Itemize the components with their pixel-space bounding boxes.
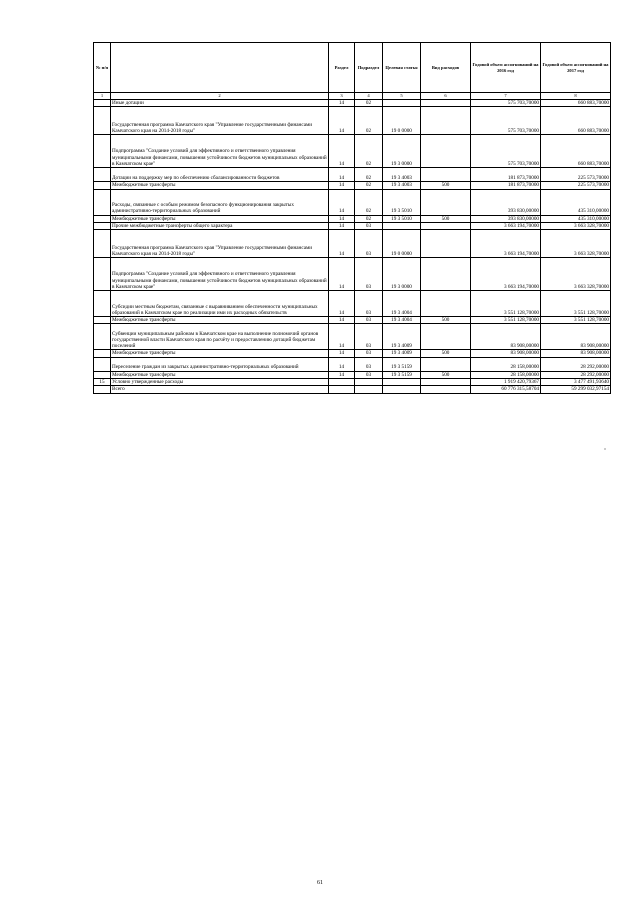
row-target-article: 19 3 0000 xyxy=(383,135,421,168)
row-num xyxy=(94,291,111,317)
row-volume-2017: 28 292,00000 xyxy=(541,357,611,371)
row-target-article: 19 3 4009 xyxy=(383,324,421,350)
table-row xyxy=(94,386,611,393)
row-expense-type xyxy=(421,189,471,215)
row-razdel: 14 xyxy=(329,371,355,378)
row-num xyxy=(94,182,111,189)
row-target-article: 19 3 4004 xyxy=(383,291,421,317)
row-name: Переселение граждан из закрытых административно-территориальных образований xyxy=(111,357,329,371)
row-expense-type xyxy=(421,379,471,386)
row-target-article xyxy=(383,379,421,386)
row-name: Государственная программа Камчатского края "Управление государственными финансами Камчатского края на 2014-2018 годы" xyxy=(111,107,329,135)
row-podrazdel: 03 xyxy=(355,222,383,229)
row-volume-2017: 3 663 328,70000 xyxy=(541,222,611,229)
table-header-row xyxy=(94,43,611,93)
row-volume-2016: 3 551 128,70000 xyxy=(471,291,541,317)
row-expense-type: 500 xyxy=(421,350,471,357)
table-row xyxy=(94,291,611,317)
row-volume-2017: 435 310,00000 xyxy=(541,215,611,222)
row-num xyxy=(94,324,111,350)
row-volume-2017: 3 551 128,70000 xyxy=(541,317,611,324)
row-expense-type: 500 xyxy=(421,182,471,189)
header-volume-2017: Годовой объем ассигнований на 2017 год xyxy=(541,43,611,93)
row-target-article xyxy=(383,222,421,229)
row-expense-type xyxy=(421,135,471,168)
row-name: Межбюджетные трансферты xyxy=(111,215,329,222)
row-volume-2016: 3 663 194,70000 xyxy=(471,258,541,291)
table-row xyxy=(94,168,611,182)
header-expense-type: Вид расходов xyxy=(421,43,471,93)
row-razdel xyxy=(329,386,355,393)
row-num xyxy=(94,258,111,291)
row-razdel: 14 xyxy=(329,222,355,229)
row-podrazdel: 02 xyxy=(355,215,383,222)
table-row xyxy=(94,324,611,350)
row-target-article xyxy=(383,100,421,107)
row-podrazdel: 03 xyxy=(355,291,383,317)
row-target-article: 19 3 4009 xyxy=(383,350,421,357)
column-number: 7 xyxy=(471,93,541,100)
row-volume-2017: 28 292,00000 xyxy=(541,371,611,378)
row-podrazdel: 03 xyxy=(355,230,383,258)
row-name: Межбюджетные трансферты xyxy=(111,182,329,189)
column-number: 1 xyxy=(94,93,111,100)
header-target-article: Целевая статья xyxy=(383,43,421,93)
row-volume-2016: 3 663 194,70000 xyxy=(471,230,541,258)
row-name: Иные дотации xyxy=(111,100,329,107)
row-razdel: 14 xyxy=(329,350,355,357)
row-target-article: 19 3 5010 xyxy=(383,189,421,215)
row-volume-2016: 83 908,00000 xyxy=(471,324,541,350)
row-podrazdel: 02 xyxy=(355,100,383,107)
row-volume-2016: 3 663 194,70000 xyxy=(471,222,541,229)
row-razdel: 14 xyxy=(329,135,355,168)
table-row xyxy=(94,215,611,222)
row-razdel: 14 xyxy=(329,100,355,107)
table-row xyxy=(94,357,611,371)
row-num xyxy=(94,357,111,371)
row-num xyxy=(94,350,111,357)
row-volume-2017: 3 551 128,70000 xyxy=(541,291,611,317)
row-volume-2017: 83 908,00000 xyxy=(541,350,611,357)
row-podrazdel: 03 xyxy=(355,371,383,378)
row-target-article: 19 3 5010 xyxy=(383,215,421,222)
row-num: 15 xyxy=(94,379,111,386)
row-target-article: 19 3 5159 xyxy=(383,357,421,371)
row-name: Межбюджетные трансферты xyxy=(111,371,329,378)
row-volume-2017: 3 477 491,93640 xyxy=(541,379,611,386)
row-expense-type xyxy=(421,100,471,107)
row-volume-2017: 83 908,00000 xyxy=(541,324,611,350)
row-num xyxy=(94,386,111,393)
row-name: Условно утвержденные расходы xyxy=(111,379,329,386)
header-razdel: Раздел xyxy=(329,43,355,93)
row-razdel: 14 xyxy=(329,324,355,350)
row-target-article: 19 3 4003 xyxy=(383,182,421,189)
row-expense-type xyxy=(421,258,471,291)
row-volume-2016: 575 703,70000 xyxy=(471,100,541,107)
row-num xyxy=(94,371,111,378)
table-row xyxy=(94,350,611,357)
row-podrazdel: 02 xyxy=(355,107,383,135)
row-expense-type xyxy=(421,324,471,350)
row-expense-type xyxy=(421,230,471,258)
row-volume-2017: 660 883,70000 xyxy=(541,107,611,135)
row-num xyxy=(94,222,111,229)
row-num xyxy=(94,230,111,258)
row-volume-2016: 1 919 420,79367 xyxy=(471,379,541,386)
row-num xyxy=(94,100,111,107)
row-expense-type xyxy=(421,168,471,182)
row-razdel xyxy=(329,379,355,386)
table-row xyxy=(94,371,611,378)
row-expense-type xyxy=(421,357,471,371)
row-expense-type: 500 xyxy=(421,317,471,324)
row-volume-2016: 28 158,00000 xyxy=(471,357,541,371)
row-volume-2017: 660 883,70000 xyxy=(541,100,611,107)
table-row xyxy=(94,100,611,107)
page-number: 61 xyxy=(317,880,323,886)
row-num xyxy=(94,135,111,168)
column-number: 2 xyxy=(111,93,329,100)
header-num: № п/п xyxy=(94,43,111,93)
row-razdel: 14 xyxy=(329,230,355,258)
row-name: Межбюджетные трансферты xyxy=(111,350,329,357)
row-volume-2017: 435 310,00000 xyxy=(541,189,611,215)
row-volume-2016: 181 873,70000 xyxy=(471,182,541,189)
row-target-article: 19 0 0000 xyxy=(383,230,421,258)
row-podrazdel: 03 xyxy=(355,357,383,371)
row-volume-2016: 83 908,00000 xyxy=(471,350,541,357)
row-volume-2017: 3 663 328,70000 xyxy=(541,258,611,291)
table-row xyxy=(94,317,611,324)
table-body xyxy=(94,100,611,394)
column-number: 4 xyxy=(355,93,383,100)
row-name: Субвенции муниципальным районам в Камчатском крае на выполнение полномочий органов государственной власти Камчатского края по расчёту и предоставлению дотаций бюджетам поселений xyxy=(111,324,329,350)
row-volume-2016: 393 830,00000 xyxy=(471,189,541,215)
table-row xyxy=(94,258,611,291)
row-expense-type xyxy=(421,107,471,135)
row-podrazdel: 02 xyxy=(355,168,383,182)
row-name: Субсидии местным бюджетам, связанные с выравниванием обеспеченности муниципальных образований в Камчатском крае по реализации ими их расходных обязательств xyxy=(111,291,329,317)
continuation-mark: " xyxy=(604,449,607,454)
row-num xyxy=(94,168,111,182)
table-row xyxy=(94,230,611,258)
row-target-article: 19 3 0000 xyxy=(383,258,421,291)
table-row xyxy=(94,189,611,215)
row-name: Подпрограмма "Создание условий для эффективного и ответственного управления муниципальными финансами, повышения устойчивости бюджетов муниципальных образований в Камчатском крае" xyxy=(111,258,329,291)
row-volume-2017: 225 573,70000 xyxy=(541,168,611,182)
row-podrazdel xyxy=(355,386,383,393)
row-volume-2017: 225 573,70000 xyxy=(541,182,611,189)
table-row xyxy=(94,107,611,135)
row-num xyxy=(94,317,111,324)
row-volume-2016: 575 703,70000 xyxy=(471,107,541,135)
row-podrazdel: 03 xyxy=(355,258,383,291)
row-volume-2017: 59 299 032,97154 xyxy=(541,386,611,393)
row-volume-2016: 393 830,00000 xyxy=(471,215,541,222)
row-target-article: 19 0 0000 xyxy=(383,107,421,135)
table-row xyxy=(94,222,611,229)
row-name: Всего xyxy=(111,386,329,393)
column-number: 6 xyxy=(421,93,471,100)
row-volume-2016: 60 776 315,58704 xyxy=(471,386,541,393)
row-razdel: 14 xyxy=(329,107,355,135)
row-razdel: 14 xyxy=(329,168,355,182)
row-name: Подпрограмма "Создание условий для эффективного и ответственного управления муниципальными финансами, повышения устойчивости бюджетов муниципальных образований в Камчатском крае" xyxy=(111,135,329,168)
row-razdel: 14 xyxy=(329,291,355,317)
row-name: Дотации на поддержку мер по обеспечению сбалансированности бюджетов xyxy=(111,168,329,182)
row-podrazdel: 02 xyxy=(355,189,383,215)
column-number: 3 xyxy=(329,93,355,100)
row-podrazdel xyxy=(355,379,383,386)
row-num xyxy=(94,215,111,222)
row-name: Межбюджетные трансферты xyxy=(111,317,329,324)
row-razdel: 14 xyxy=(329,258,355,291)
row-razdel: 14 xyxy=(329,357,355,371)
row-target-article: 19 3 5159 xyxy=(383,371,421,378)
row-target-article xyxy=(383,386,421,393)
row-razdel: 14 xyxy=(329,189,355,215)
row-razdel: 14 xyxy=(329,182,355,189)
row-podrazdel: 02 xyxy=(355,182,383,189)
header-podrazdel: Подраздел xyxy=(355,43,383,93)
row-num xyxy=(94,189,111,215)
header-name xyxy=(111,43,329,93)
row-num xyxy=(94,107,111,135)
row-target-article: 19 3 4004 xyxy=(383,317,421,324)
row-podrazdel: 02 xyxy=(355,135,383,168)
row-volume-2017: 3 663 328,70000 xyxy=(541,230,611,258)
row-volume-2016: 28 158,00000 xyxy=(471,371,541,378)
row-podrazdel: 03 xyxy=(355,317,383,324)
row-podrazdel: 03 xyxy=(355,324,383,350)
table-row xyxy=(94,135,611,168)
row-podrazdel: 03 xyxy=(355,350,383,357)
row-expense-type xyxy=(421,386,471,393)
row-razdel: 14 xyxy=(329,317,355,324)
column-number-row xyxy=(94,93,611,100)
row-target-article: 19 3 4003 xyxy=(383,168,421,182)
row-name: Прочие межбюджетные трансферты общего характера xyxy=(111,222,329,229)
row-name: Расходы, связанные с особым режимом безопасного функционирования закрытых административно-территориальных образований xyxy=(111,189,329,215)
row-expense-type: 500 xyxy=(421,215,471,222)
column-number: 8 xyxy=(541,93,611,100)
budget-table xyxy=(93,42,611,394)
row-expense-type xyxy=(421,291,471,317)
column-number: 5 xyxy=(383,93,421,100)
row-volume-2016: 181 873,70000 xyxy=(471,168,541,182)
table-row xyxy=(94,379,611,386)
row-volume-2016: 3 551 128,70000 xyxy=(471,317,541,324)
header-volume-2016: Годовой объем ассигнований на 2016 год xyxy=(471,43,541,93)
table-row xyxy=(94,182,611,189)
row-volume-2016: 575 703,70000 xyxy=(471,135,541,168)
row-razdel: 14 xyxy=(329,215,355,222)
row-name: Государственная программа Камчатского края "Управление государственными финансами Камчатского края на 2014-2018 годы" xyxy=(111,230,329,258)
row-expense-type: 500 xyxy=(421,371,471,378)
row-expense-type xyxy=(421,222,471,229)
row-volume-2017: 660 883,70000 xyxy=(541,135,611,168)
